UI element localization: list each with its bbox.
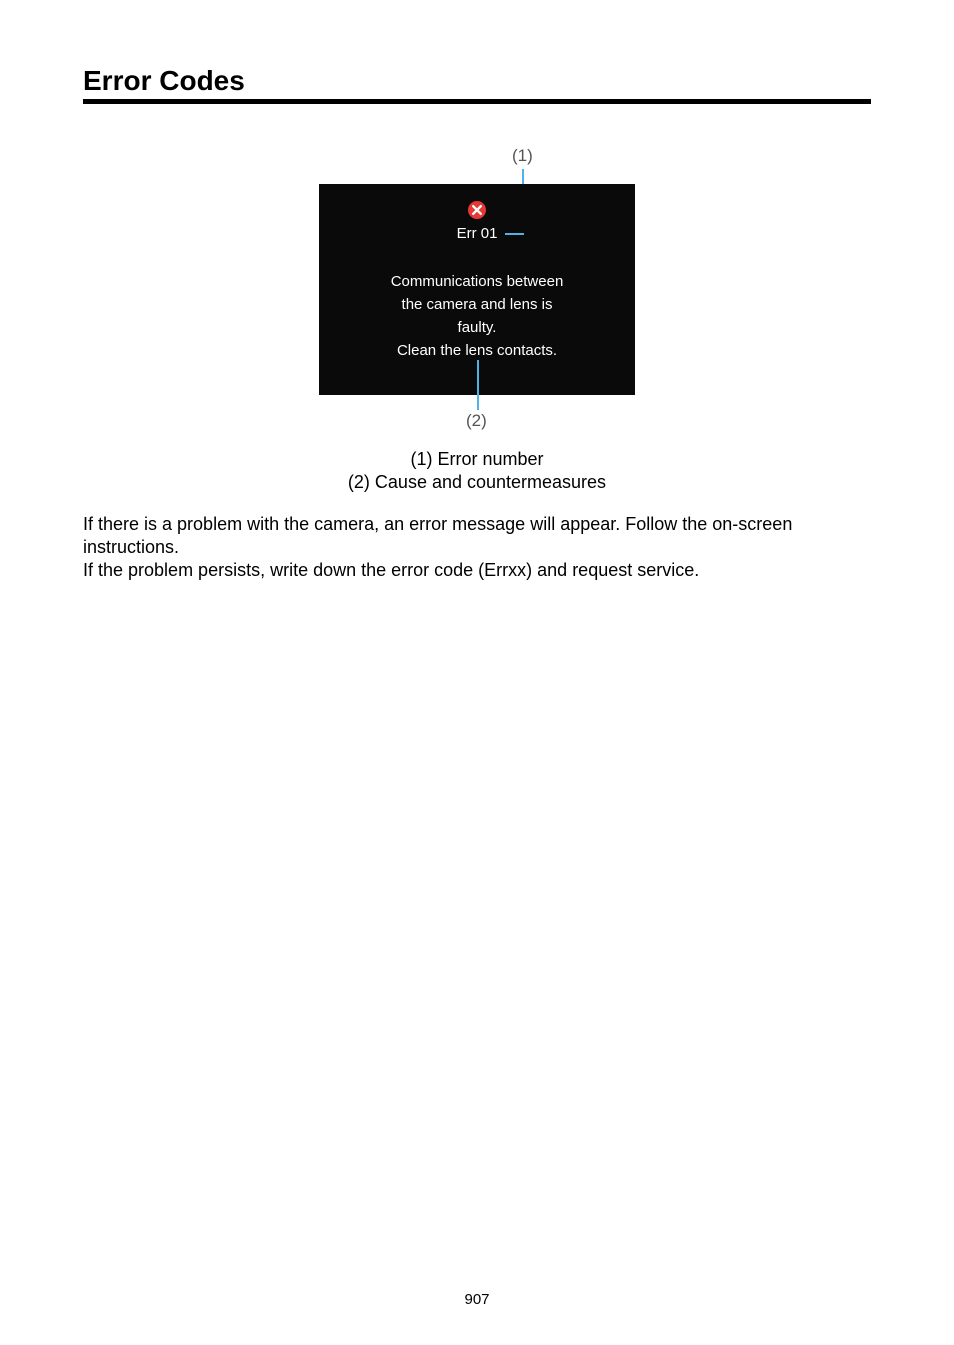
- figure-captions: [0, 448, 954, 494]
- error-icon: [468, 201, 486, 219]
- title-divider: [83, 99, 871, 104]
- callout-leader-1-tick: [505, 233, 524, 235]
- error-number: Err 01: [456, 225, 498, 242]
- caption-cause: (2) Cause and countermeasures: [347, 472, 607, 492]
- error-screen-figure: [300, 140, 654, 440]
- body-text: [83, 513, 873, 582]
- error-message-line: Clean the lens contacts.: [396, 342, 558, 359]
- error-message-line: Communications between: [390, 273, 564, 290]
- error-message-line: faulty.: [457, 319, 497, 336]
- error-message: [319, 270, 635, 362]
- page-title: Error Codes: [83, 65, 245, 96]
- callout-label-1: (1): [512, 146, 533, 165]
- error-message-line: the camera and lens is: [401, 296, 553, 313]
- callout-label-2: (2): [466, 411, 487, 430]
- page-number: 907: [464, 1291, 490, 1308]
- body-paragraph: If the problem persists, write down the error code (Errxx) and request service.: [83, 560, 700, 580]
- caption-error-number: (1) Error number: [410, 449, 544, 469]
- callout-leader-2: [477, 360, 479, 410]
- body-paragraph: If there is a problem with the camera, an error message will appear. Follow the on-screen instructions.: [83, 514, 793, 557]
